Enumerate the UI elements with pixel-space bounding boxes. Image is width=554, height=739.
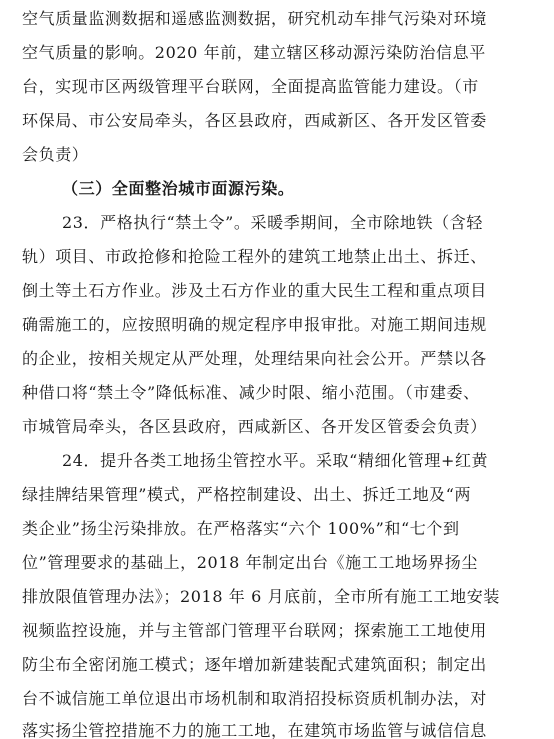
text-line: 市城管局牵头，各区县政府，西咸新区、各开发区管委会负责） (22, 417, 487, 436)
text-line: 视频监控设施，并与主管部门管理平台联网；探索施工工地使用 (22, 621, 487, 640)
paragraph-start-line: 24．提升各类工地扬尘管控水平。采取“精细化管理+红黄 (62, 451, 489, 470)
text-line: 种借口将“禁土令”降低标准、减少时限、缩小范围。（市建委、 (22, 383, 480, 402)
text-line: 环保局、市公安局牵头，各区县政府，西咸新区、各开发区管委 (22, 111, 487, 130)
text-line: 位”管理要求的基础上，2018 年制定出台《施工工地场界扬尘 (22, 553, 478, 572)
text-line: 排放限值管理办法》；2018 年 6 月底前，全市所有施工工地安装 (22, 587, 500, 606)
text-line: 倒土等土石方作业。涉及土石方作业的重大民生工程和重点项目 (22, 281, 487, 300)
text-line: 的企业，按相关规定从严处理，处理结果向社会公开。严禁以各 (22, 349, 487, 368)
text-line: 防尘布全密闭施工模式；逐年增加新建装配式建筑面积；制定出 (22, 655, 487, 674)
section-heading: （三）全面整治城市面源污染。 (62, 179, 295, 198)
text-line: 轨）项目、市政抢修和抢险工程外的建筑工地禁止出土、拆迁、 (22, 247, 487, 266)
text-line: 台不诚信施工单位退出市场机制和取消招投标资质机制办法，对 (22, 689, 487, 708)
text-line: 空气质量监测数据和遥感监测数据，研究机动车排气污染对环境 (22, 9, 487, 28)
text-line: 空气质量的影响。2020 年前，建立辖区移动源污染防治信息平 (22, 43, 486, 62)
text-line: 确需施工的，应按照明确的规定程序申报审批。对施工期间违规 (22, 315, 487, 334)
text-line: 落实扬尘管控措施不力的施工工地，在建筑市场监管与诚信信息 (22, 721, 487, 739)
paragraph-start-line: 23．严格执行“禁土令”。采暖季期间，全市除地铁（含轻 (62, 213, 483, 232)
text-line: 绿挂牌结果管理”模式，严格控制建设、出土、拆迁工地及“两 (22, 485, 472, 504)
text-line: 会负责） (22, 145, 89, 164)
text-line: 类企业”扬尘污染排放。在严格落实“六个 100%”和“七个到 (22, 519, 460, 538)
text-line: 台，实现市区两级管理平台联网，全面提高监管能力建设。（市 (22, 77, 479, 96)
